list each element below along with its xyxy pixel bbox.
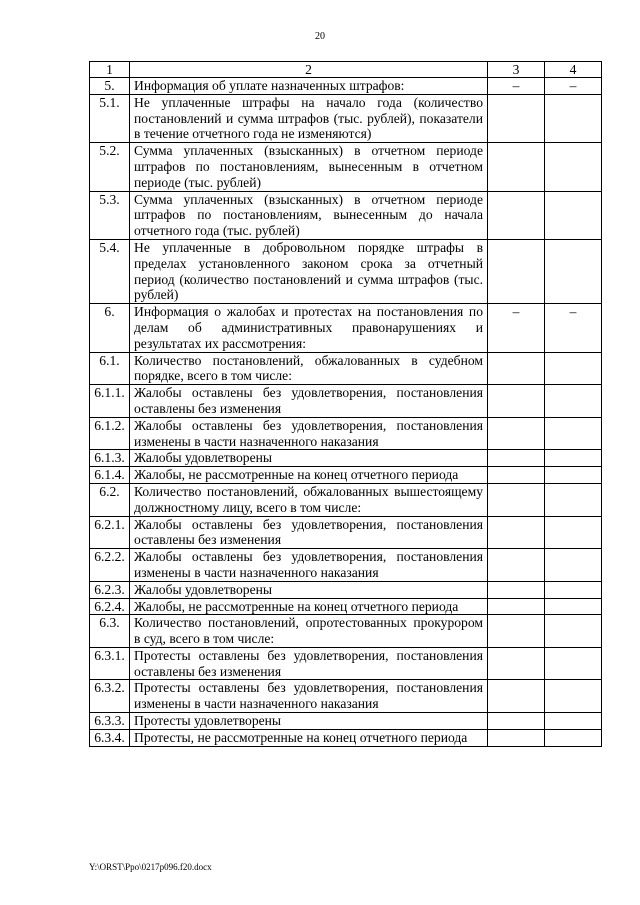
row-value-col4	[545, 483, 602, 516]
table-row	[90, 647, 602, 680]
row-value-col4	[545, 729, 602, 746]
table-row	[90, 713, 602, 730]
row-value-col4	[545, 615, 602, 648]
row-description: Жалобы оставлены без удовлетворения, постановления изменены в части назначенного наказания	[130, 549, 488, 582]
table-row	[90, 549, 602, 582]
row-number: 6.2.3.	[90, 581, 130, 598]
row-value-col3: –	[488, 78, 545, 95]
row-number: 6.1.4.	[90, 467, 130, 484]
row-number: 6.	[90, 304, 130, 352]
row-value-col4	[545, 385, 602, 418]
row-description: Сумма уплаченных (взысканных) в отчетном периоде штрафов по постановлениям, вынесенным до начала отчетного года (тыс. рублей)	[130, 191, 488, 239]
row-value-col4: –	[545, 304, 602, 352]
row-value-col3	[488, 239, 545, 303]
row-value-col3	[488, 191, 545, 239]
file-path-footer: Y:\ORST\Ppo\0217p096.f20.docx	[89, 862, 212, 872]
row-description: Протесты удовлетворены	[130, 713, 488, 730]
row-value-col4	[545, 143, 602, 191]
row-value-col3	[488, 729, 545, 746]
row-number: 5.2.	[90, 143, 130, 191]
column-header-1: 1	[90, 62, 130, 78]
row-value-col4	[545, 647, 602, 680]
row-value-col3	[488, 450, 545, 467]
table-row	[90, 450, 602, 467]
row-value-col3: –	[488, 304, 545, 352]
row-number: 6.2.	[90, 483, 130, 516]
row-number: 5.	[90, 78, 130, 95]
table-header-row	[90, 62, 602, 78]
report-table	[89, 61, 602, 747]
row-value-col3	[488, 581, 545, 598]
row-number: 5.4.	[90, 239, 130, 303]
row-description: Протесты, не рассмотренные на конец отчетного периода	[130, 729, 488, 746]
row-value-col4	[545, 598, 602, 615]
row-number: 5.1.	[90, 94, 130, 142]
row-value-col3	[488, 713, 545, 730]
row-description: Жалобы удовлетворены	[130, 581, 488, 598]
table-row	[90, 467, 602, 484]
table-row	[90, 417, 602, 450]
row-description: Жалобы, не рассмотренные на конец отчетного периода	[130, 598, 488, 615]
row-value-col3	[488, 549, 545, 582]
row-value-col3	[488, 352, 545, 385]
row-value-col4	[545, 713, 602, 730]
row-description: Жалобы, не рассмотренные на конец отчетного периода	[130, 467, 488, 484]
row-description: Жалобы оставлены без удовлетворения, постановления изменены в части назначенного наказания	[130, 417, 488, 450]
row-description: Количество постановлений, обжалованных вышестоящему должностному лицу, всего в том числе:	[130, 483, 488, 516]
table-row	[90, 78, 602, 95]
table-row	[90, 94, 602, 142]
row-description: Жалобы удовлетворены	[130, 450, 488, 467]
row-number: 6.3.4.	[90, 729, 130, 746]
row-value-col3	[488, 467, 545, 484]
row-value-col4	[545, 94, 602, 142]
row-value-col3	[488, 417, 545, 450]
row-value-col3	[488, 385, 545, 418]
row-description: Жалобы оставлены без удовлетворения, постановления оставлены без изменения	[130, 516, 488, 549]
row-description: Не уплаченные штрафы на начало года (количество постановлений и сумма штрафов (тыс. рублей), показатели в течение отчетного года не изменяются)	[130, 94, 488, 142]
table-row	[90, 385, 602, 418]
row-value-col3	[488, 143, 545, 191]
column-header-4: 4	[545, 62, 602, 78]
row-number: 6.1.1.	[90, 385, 130, 418]
page-number: 20	[315, 31, 325, 42]
row-value-col3	[488, 516, 545, 549]
row-value-col3	[488, 647, 545, 680]
table-row	[90, 729, 602, 746]
row-value-col3	[488, 483, 545, 516]
row-description: Информация об уплате назначенных штрафов:	[130, 78, 488, 95]
row-number: 6.3.1.	[90, 647, 130, 680]
row-value-col4	[545, 352, 602, 385]
row-value-col3	[488, 598, 545, 615]
row-description: Информация о жалобах и протестах на постановления по делам об административных правонарушениях и результатах их рассмотрения:	[130, 304, 488, 352]
row-number: 6.1.2.	[90, 417, 130, 450]
row-value-col3	[488, 615, 545, 648]
table-row	[90, 304, 602, 352]
table-row	[90, 483, 602, 516]
table-row	[90, 598, 602, 615]
row-value-col4	[545, 467, 602, 484]
table-row	[90, 581, 602, 598]
row-value-col3	[488, 680, 545, 713]
row-description: Жалобы оставлены без удовлетворения, постановления оставлены без изменения	[130, 385, 488, 418]
row-number: 5.3.	[90, 191, 130, 239]
row-description: Количество постановлений, обжалованных в судебном порядке, всего в том числе:	[130, 352, 488, 385]
row-description: Протесты оставлены без удовлетворения, постановления оставлены без изменения	[130, 647, 488, 680]
row-value-col4	[545, 191, 602, 239]
row-number: 6.1.3.	[90, 450, 130, 467]
row-value-col3	[488, 94, 545, 142]
table-row	[90, 680, 602, 713]
row-value-col4	[545, 450, 602, 467]
column-header-3: 3	[488, 62, 545, 78]
table-row	[90, 615, 602, 648]
row-number: 6.2.4.	[90, 598, 130, 615]
row-number: 6.2.2.	[90, 549, 130, 582]
row-description: Сумма уплаченных (взысканных) в отчетном периоде штрафов по постановлениям, вынесенным в отчетном периоде (тыс. рублей)	[130, 143, 488, 191]
table-row	[90, 239, 602, 303]
table-row	[90, 191, 602, 239]
row-value-col4: –	[545, 78, 602, 95]
row-number: 6.3.3.	[90, 713, 130, 730]
row-value-col4	[545, 417, 602, 450]
row-description: Не уплаченные в добровольном порядке штрафы в пределах установленного законом срока за отчетный период (количество постановлений и сумма штрафов (тыс. рублей)	[130, 239, 488, 303]
row-number: 6.3.2.	[90, 680, 130, 713]
row-number: 6.2.1.	[90, 516, 130, 549]
table-row	[90, 516, 602, 549]
row-value-col4	[545, 581, 602, 598]
row-value-col4	[545, 680, 602, 713]
row-number: 6.3.	[90, 615, 130, 648]
row-value-col4	[545, 549, 602, 582]
table-row	[90, 352, 602, 385]
column-header-2: 2	[130, 62, 488, 78]
table-row	[90, 143, 602, 191]
row-value-col4	[545, 239, 602, 303]
row-value-col4	[545, 516, 602, 549]
row-description: Количество постановлений, опротестованных прокурором в суд, всего в том числе:	[130, 615, 488, 648]
row-description: Протесты оставлены без удовлетворения, постановления изменены в части назначенного наказания	[130, 680, 488, 713]
row-number: 6.1.	[90, 352, 130, 385]
